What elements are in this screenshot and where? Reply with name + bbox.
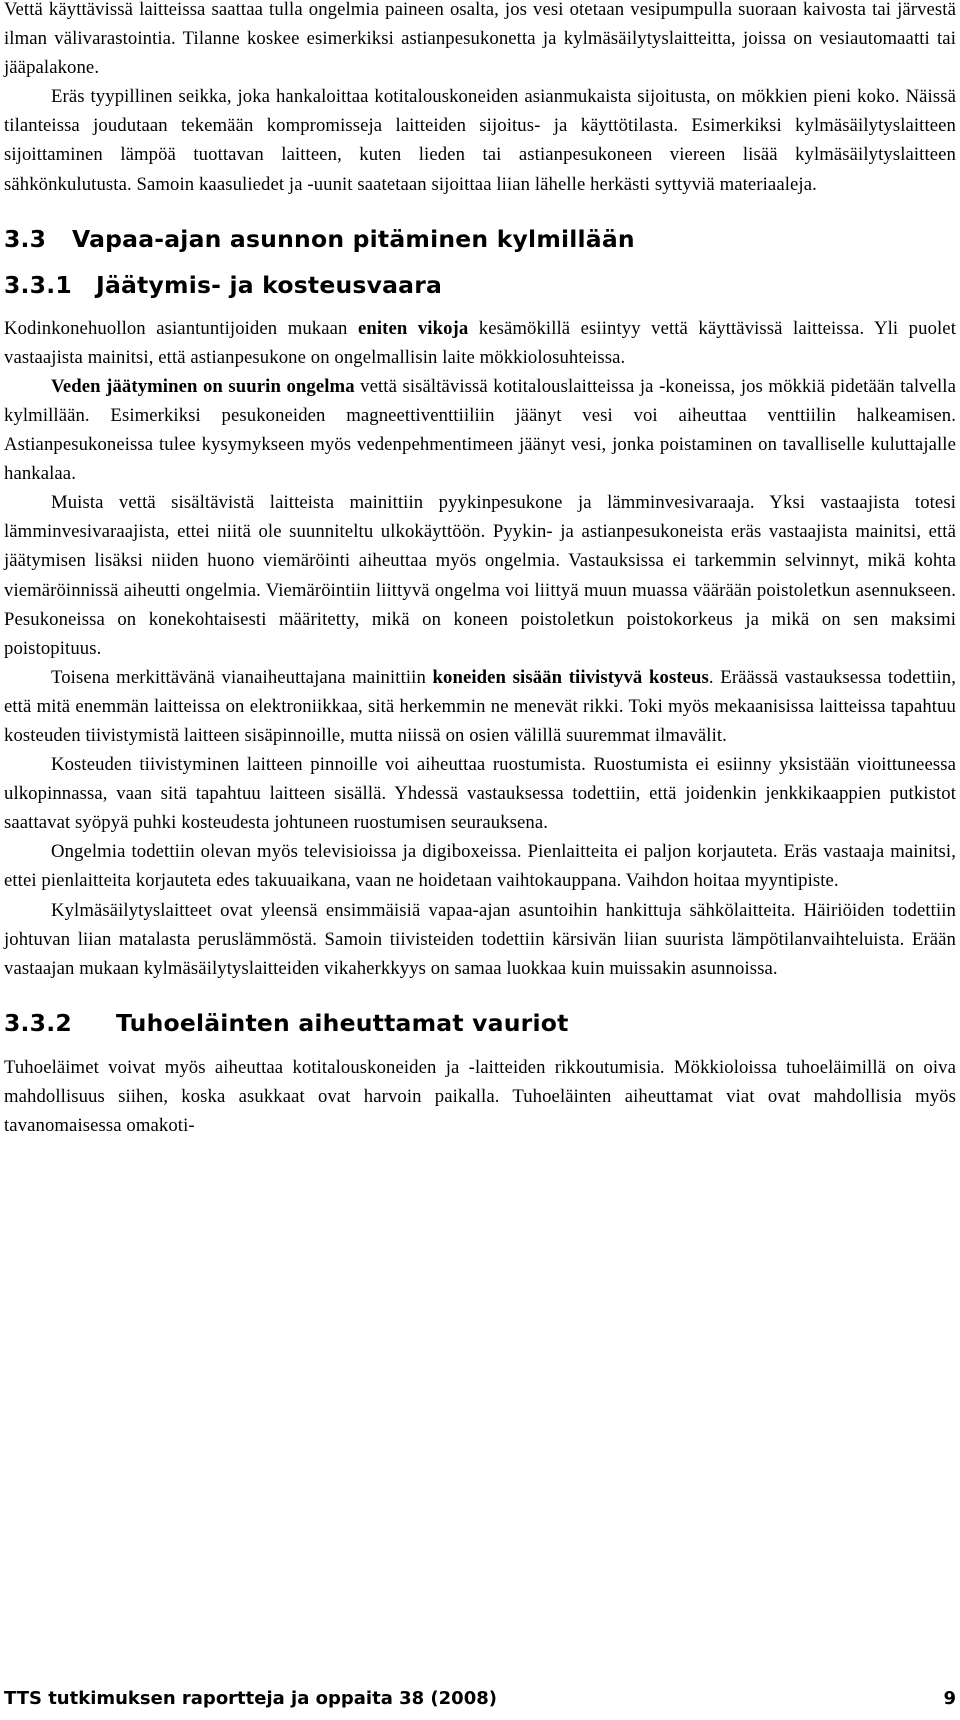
- section-number: 3.3: [4, 224, 47, 253]
- text: . Eräässä vastauksessa todettiin, että mitä enemmän laitteissa on elektroniikkaa, sitä herkemmin ne menevät rikki. Toki myös mekaanisissa laitteissa tapahtuu kosteuden tiivistymistä laitteen sisäpinnoille, mutta niissä on osien välillä suuremmat ilmavälit.: [4, 666, 956, 746]
- emphasis: koneiden sisään tiivistyvä kosteus: [432, 666, 709, 688]
- footer-series-title: TTS tutkimuksen raportteja ja oppaita 38 (2008): [4, 1688, 497, 1709]
- page-number: 9: [943, 1688, 956, 1709]
- paragraph: [4, 663, 956, 750]
- emphasis: eniten vikoja: [357, 317, 469, 339]
- paragraph: [4, 314, 956, 372]
- paragraph: Vettä käyttävissä laitteissa saattaa tulla ongelmia paineen osalta, jos vesi otetaan vesipumpulla suoraan kaivosta tai järvestä ilman välivarastointia. Tilanne koskee esimerkiksi astianpesukonetta ja kylmäsäilytyslaitteitta, joissa on vesiautomaatti tai jääpalakone.: [4, 0, 956, 79]
- paragraph: Eräs tyypillinen seikka, joka hankaloittaa kotitalouskoneiden asianmukaista sijoitusta, on mökkien pieni koko. Näissä tilanteissa joudutaan tekemään kompromisseja laitteiden sijoitus- ja käyttötilasta. Esimerkiksi kylmäsäilytyslaitteen sijoittaminen lämpöä tuottavan laitteen, kuten lieden tai astianpesukoneen viereen lisää kylmäsäilytyslaitteen sähkönkulutusta. Samoin kaasuliedet ja -uunit saatetaan sijoittaa liian lähelle herkästi syttyviä materiaaleja.: [4, 86, 956, 195]
- text-column: [4, 0, 956, 1140]
- section-heading-3-3-2: [4, 1009, 956, 1038]
- paragraph: Muista vettä sisältävistä laitteista mainittiin pyykinpesukone ja lämminvesivaraaja. Yksi vastaajista totesi lämminvesivaraajista, ettei niitä ole suunniteltu ulkokäyttöön. Pyykin- ja astianpesukoneista eräs vastaajista mainitsi, että jäätymisen lisäksi niiden huono viemäröinti aiheuttaa myös ongelmia. Vastauksissa ei tarkemmin selvinnyt, mikä kohta viemäröinnissä aiheutti ongelmia. Viemäröintiin liittyvä ongelma voi liittyä muun muassa väärään poistoletkun asennukseen. Pesukoneissa on konekohtaisesti määritetty, mikä on koneen poistoletkun poistokorkeus ja mikä on sen maksimi poistopituus.: [4, 492, 956, 659]
- text: Kodinkonehuollon asiantuntijoiden mukaan: [4, 317, 358, 339]
- section-number: 3.3.2: [4, 1008, 72, 1037]
- text: kesämökillä esiintyy vettä käyttävissä laitteissa. Yli puolet vastaajista mainitsi, että astianpesukone on ongelmallisin laite mökkiolosuhteissa.: [4, 317, 956, 368]
- text: Toisena merkittävänä vianaiheuttajana mainittiin: [51, 666, 433, 688]
- section-number: 3.3.1: [4, 270, 72, 299]
- section-title: Vapaa-ajan asunnon pitäminen kylmillään: [72, 224, 635, 253]
- section-title: Jäätymis- ja kosteusvaara: [96, 270, 443, 299]
- section-title: Tuhoeläinten aiheuttamat vauriot: [116, 1008, 569, 1037]
- section-heading-3-3: [4, 225, 956, 254]
- paragraph: Kosteuden tiivistyminen laitteen pinnoille voi aiheuttaa ruostumista. Ruostumista ei esiinny yksistään vioittuneessa ulkopinnassa, vaan sitä tapahtuu laitteen sisällä. Yhdessä vastauksessa todettiin, että joidenkin jenkkikaappien putkistot saattavat syöpyä puhki kosteudesta johtuneen ruostumisen seurauksena.: [4, 754, 956, 834]
- page-footer: [4, 1688, 956, 1716]
- text: vettä sisältävissä kotitalouslaitteissa ja -koneissa, jos mökkiä pidetään talvella kylmillään. Esimerkiksi pesukoneiden magneettiventtiiliin jäänyt vesi voi aiheuttaa venttiilin halkeamisen. Astianpesukoneissa tulee kysymykseen myös vedenpehmentimeen jäänyt vesi, jonka poistaminen on tavalliselle kuluttajalle hankalaa.: [4, 375, 956, 485]
- emphasis: Veden jäätyminen on suurin ongelma: [51, 375, 355, 397]
- paragraph: [4, 372, 956, 488]
- section-heading-3-3-1: [4, 271, 956, 300]
- paragraph: Tuhoeläimet voivat myös aiheuttaa kotitalouskoneiden ja -laitteiden rikkoutumisia. Mökkioloissa tuhoeläimillä on oiva mahdollisuus siihen, koska asukkaat ovat harvoin paikalla. Tuhoeläinten aiheuttamat viat ovat mahdollisia myös tavanomaisessa omakoti-: [4, 1056, 956, 1136]
- paragraph: Ongelmia todettiin olevan myös televisioissa ja digiboxeissa. Pienlaitteita ei paljon korjauteta. Eräs vastaaja mainitsi, ettei pienlaitteita korjauteta edes takuuaikana, vaan ne hoidetaan vaihtokauppana. Vaihdon hoitaa myyntipiste.: [4, 841, 956, 892]
- paragraph: Kylmäsäilytyslaitteet ovat yleensä ensimmäisiä vapaa-ajan asuntoihin hankittuja sähkölaitteita. Häiriöiden todettiin johtuvan liian matalasta peruslämmöstä. Samoin tiivisteiden todettiin kärsivän liian suurista lämpötilanvaihteluista. Erään vastaajan mukaan kylmäsäilytyslaitteiden vikaherkkyys on samaa luokkaa kuin muissakin asunnoissa.: [4, 899, 956, 979]
